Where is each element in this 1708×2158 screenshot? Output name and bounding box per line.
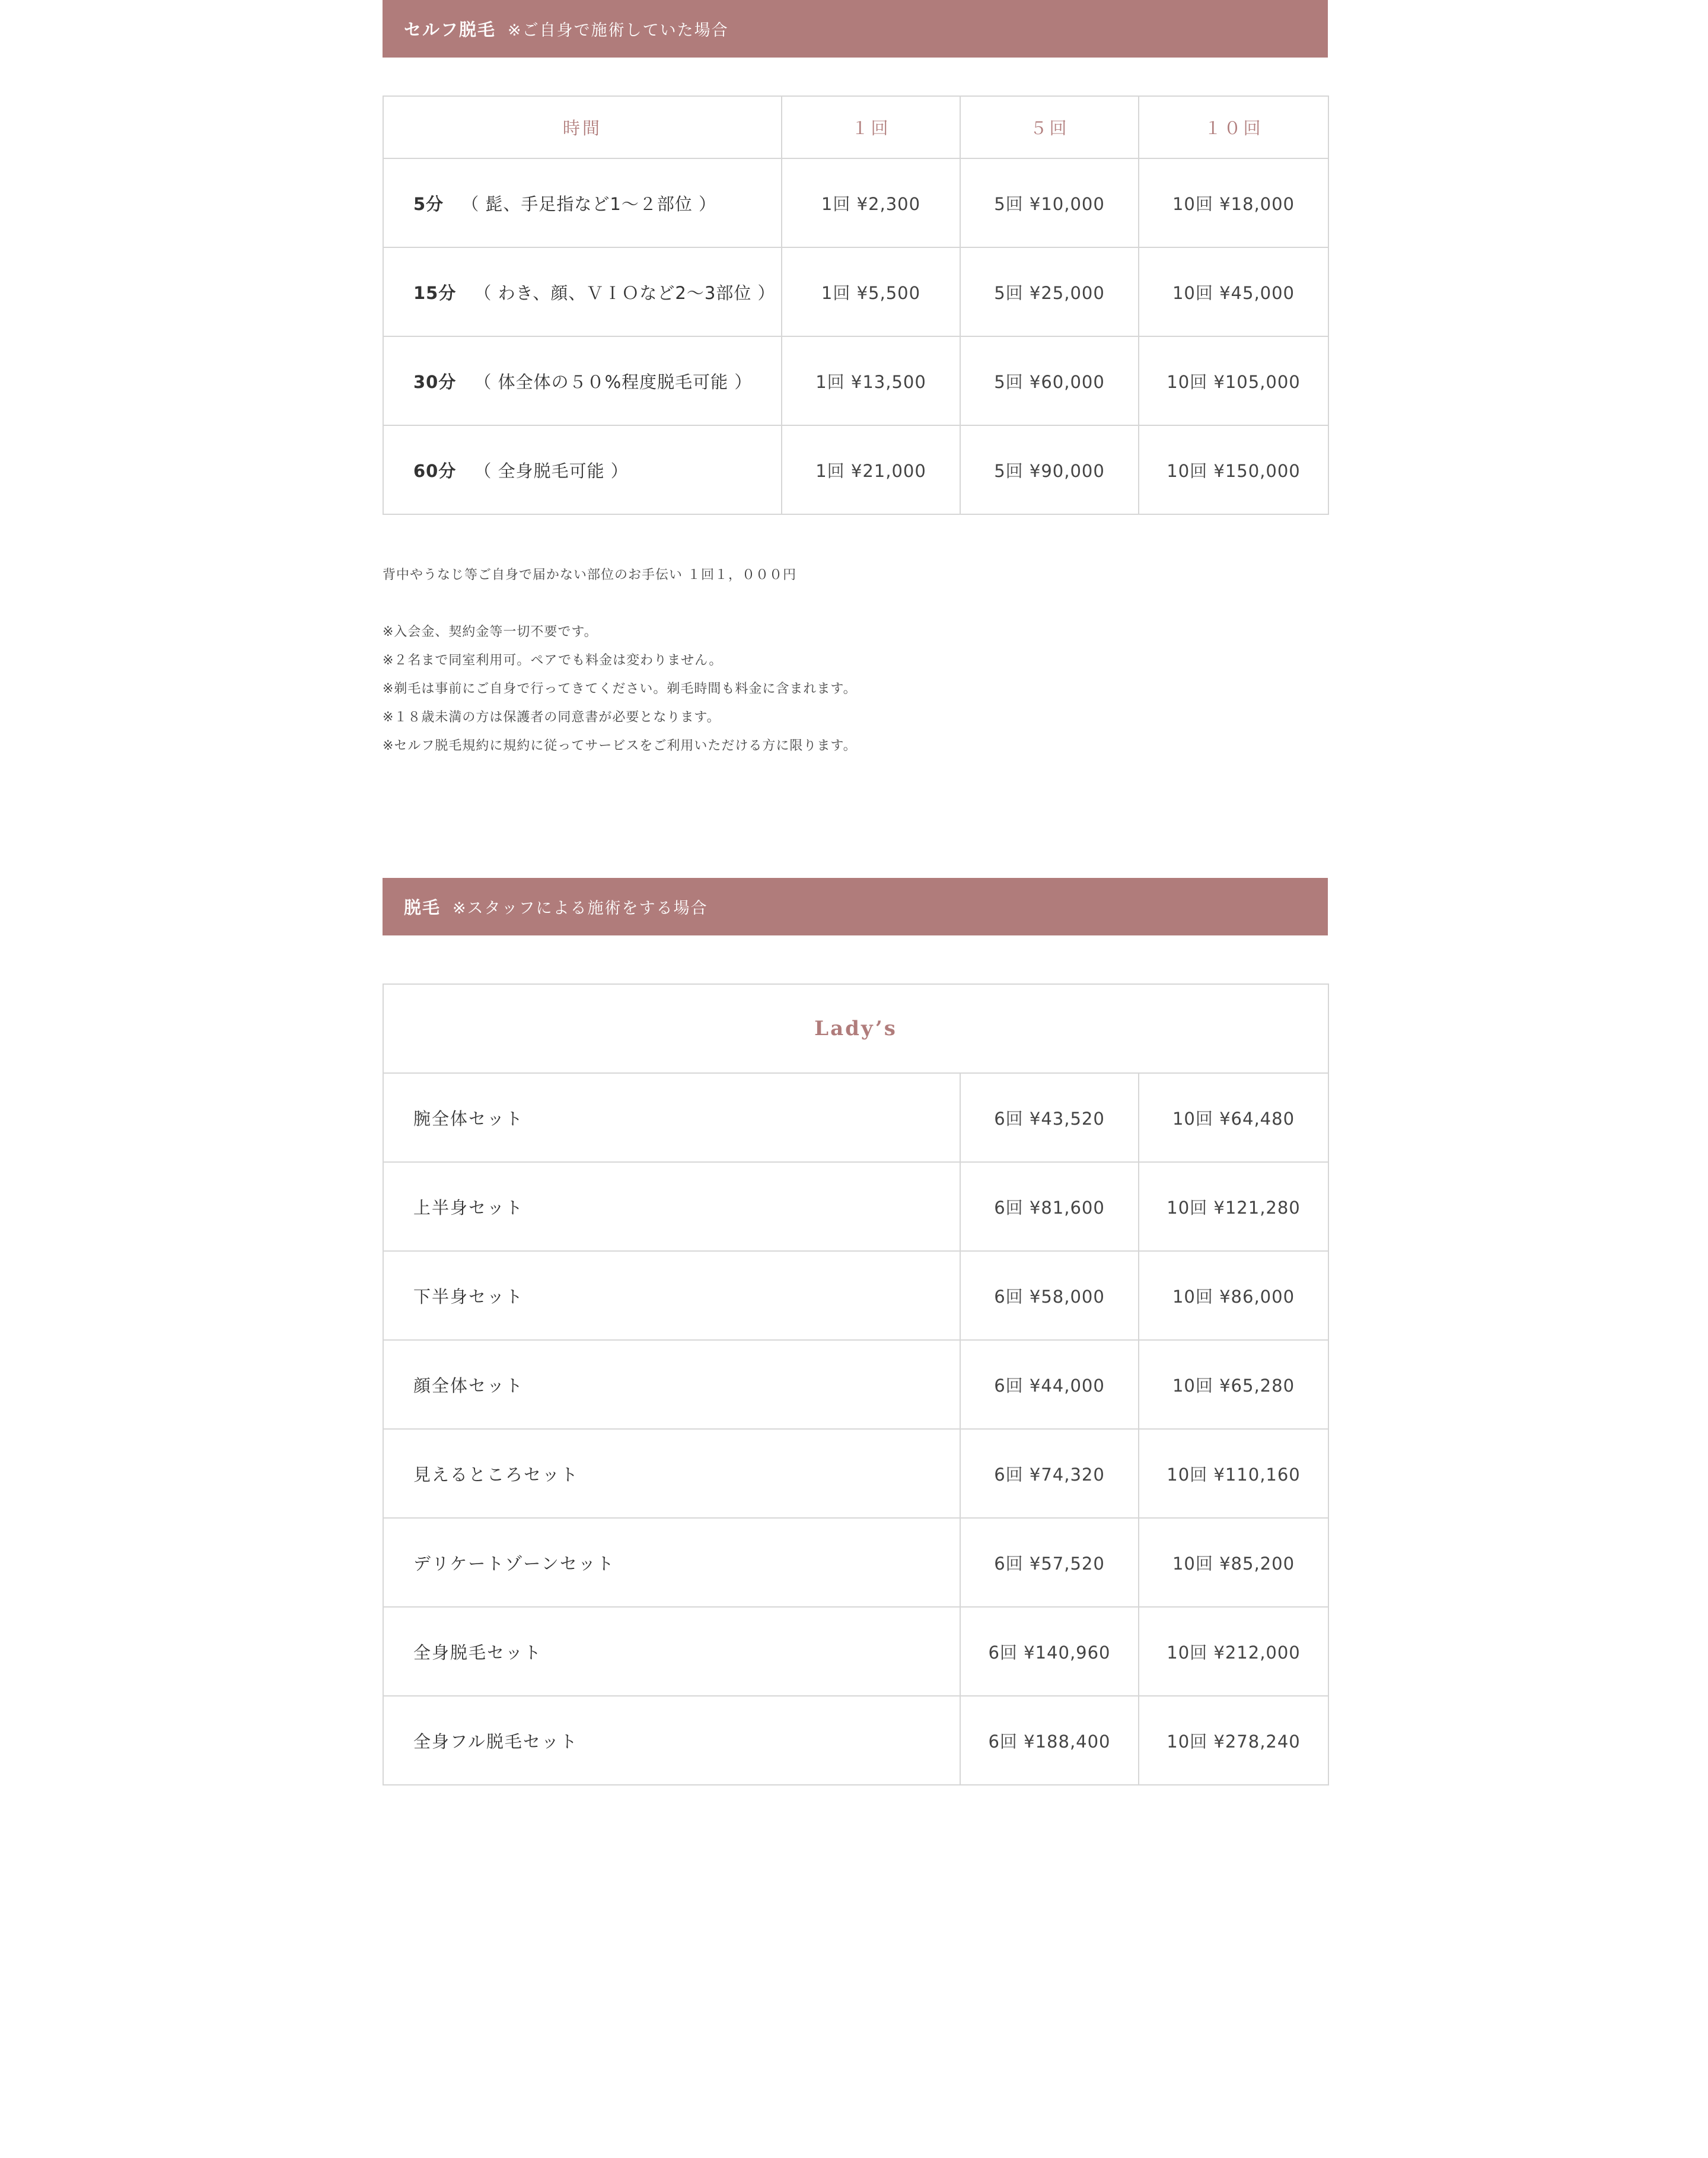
set-name: デリケートゾーンセット (383, 1518, 960, 1607)
note-item: ※２名まで同室利用可。ペアでも料金は変わりません。 (383, 653, 723, 668)
price-1x: 1回 ¥13,500 (782, 336, 960, 425)
table-row (383, 1607, 1328, 1696)
set-name: 全身フル脱毛セット (383, 1696, 960, 1785)
notes-spacer (383, 590, 1328, 618)
price-6x: 6回 ¥81,600 (960, 1162, 1139, 1251)
plan-name (383, 425, 782, 514)
table-row (383, 1429, 1328, 1518)
note-item: ※剃毛は事前にご自身で行ってきてください。剃毛時間も料金に含まれます。 (383, 682, 857, 696)
price-10x: 10回 ¥45,000 (1139, 247, 1328, 336)
price-6x: 6回 ¥57,520 (960, 1518, 1139, 1607)
note-help: 背中やうなじ等ご自身で届かない部位のお手伝い １回１，０００円 (383, 568, 796, 583)
staff-price-table (383, 983, 1329, 1785)
set-name: 全身脱毛セット (383, 1607, 960, 1696)
price-10x: 10回 ¥18,000 (1139, 158, 1328, 247)
table-row (383, 336, 1328, 425)
table-row (383, 1518, 1328, 1607)
plan-minutes: 30分 (413, 371, 457, 392)
header-5x: ５回 (960, 96, 1139, 158)
plan-desc: （ 体全体の５０%程度脱毛可能 ） (474, 371, 753, 392)
price-6x: 6回 ¥188,400 (960, 1696, 1139, 1785)
self-section-title: セルフ脱毛 (404, 20, 496, 40)
price-5x: 5回 ¥90,000 (960, 425, 1139, 514)
header-10x: １０回 (1139, 96, 1328, 158)
staff-section (383, 878, 1328, 935)
set-name: 顔全体セット (383, 1340, 960, 1429)
set-name: 下半身セット (383, 1251, 960, 1340)
plan-desc: （ 髭、手足指など1〜２部位 ） (461, 193, 717, 214)
table-row (383, 158, 1328, 247)
price-6x: 6回 ¥58,000 (960, 1251, 1139, 1340)
plan-minutes: 60分 (413, 460, 457, 481)
set-name: 上半身セット (383, 1162, 960, 1251)
price-6x: 6回 ¥74,320 (960, 1429, 1139, 1518)
staff-section-header (383, 878, 1328, 935)
self-section (383, 0, 1328, 58)
price-10x: 10回 ¥150,000 (1139, 425, 1328, 514)
set-name: 腕全体セット (383, 1073, 960, 1162)
price-10x: 10回 ¥105,000 (1139, 336, 1328, 425)
plan-desc: （ 全身脱毛可能 ） (474, 460, 629, 481)
staff-price-table-wrap (383, 983, 1328, 1785)
price-5x: 5回 ¥10,000 (960, 158, 1139, 247)
table-row (383, 1251, 1328, 1340)
table-row (383, 425, 1328, 514)
price-10x: 10回 ¥65,280 (1139, 1340, 1328, 1429)
note-item: ※セルフ脱毛規約に規約に従ってサービスをご利用いただける方に限ります。 (383, 739, 857, 753)
self-section-notes (383, 561, 1328, 760)
header-time: 時間 (383, 96, 782, 158)
table-row (383, 1340, 1328, 1429)
table-row (383, 1073, 1328, 1162)
header-1x: １回 (782, 96, 960, 158)
set-name: 見えるところセット (383, 1429, 960, 1518)
plan-minutes: 15分 (413, 282, 457, 303)
price-6x: 6回 ¥44,000 (960, 1340, 1139, 1429)
self-section-subtitle: ※ご自身で施術していた場合 (508, 21, 729, 40)
plan-name (383, 336, 782, 425)
price-10x: 10回 ¥278,240 (1139, 1696, 1328, 1785)
price-1x: 1回 ¥21,000 (782, 425, 960, 514)
price-1x: 1回 ¥5,500 (782, 247, 960, 336)
ladies-table-title: Lady’s (383, 984, 1328, 1073)
self-section-header (383, 0, 1328, 58)
price-10x: 10回 ¥121,280 (1139, 1162, 1328, 1251)
price-5x: 5回 ¥25,000 (960, 247, 1139, 336)
price-10x: 10回 ¥64,480 (1139, 1073, 1328, 1162)
plan-minutes: 5分 (413, 193, 444, 214)
note-item: ※入会金、契約金等一切不要です。 (383, 625, 598, 639)
plan-desc: （ わき、顔、ＶＩＯなど2〜3部位 ） (474, 282, 776, 303)
table-row (383, 1696, 1328, 1785)
self-price-table-wrap (383, 96, 1328, 515)
price-10x: 10回 ¥86,000 (1139, 1251, 1328, 1340)
note-item: ※１８歳未満の方は保護者の同意書が必要となります。 (383, 710, 721, 725)
table-row (383, 1162, 1328, 1251)
staff-section-subtitle: ※スタッフによる施術をする場合 (453, 899, 708, 918)
price-10x: 10回 ¥110,160 (1139, 1429, 1328, 1518)
table-title-row (383, 984, 1328, 1073)
price-10x: 10回 ¥85,200 (1139, 1518, 1328, 1607)
plan-name (383, 158, 782, 247)
table-header-row (383, 96, 1328, 158)
price-5x: 5回 ¥60,000 (960, 336, 1139, 425)
plan-name (383, 247, 782, 336)
price-1x: 1回 ¥2,300 (782, 158, 960, 247)
table-row (383, 247, 1328, 336)
price-6x: 6回 ¥43,520 (960, 1073, 1139, 1162)
price-6x: 6回 ¥140,960 (960, 1607, 1139, 1696)
self-price-table (383, 96, 1329, 515)
staff-section-title: 脱毛 (404, 897, 441, 918)
price-10x: 10回 ¥212,000 (1139, 1607, 1328, 1696)
